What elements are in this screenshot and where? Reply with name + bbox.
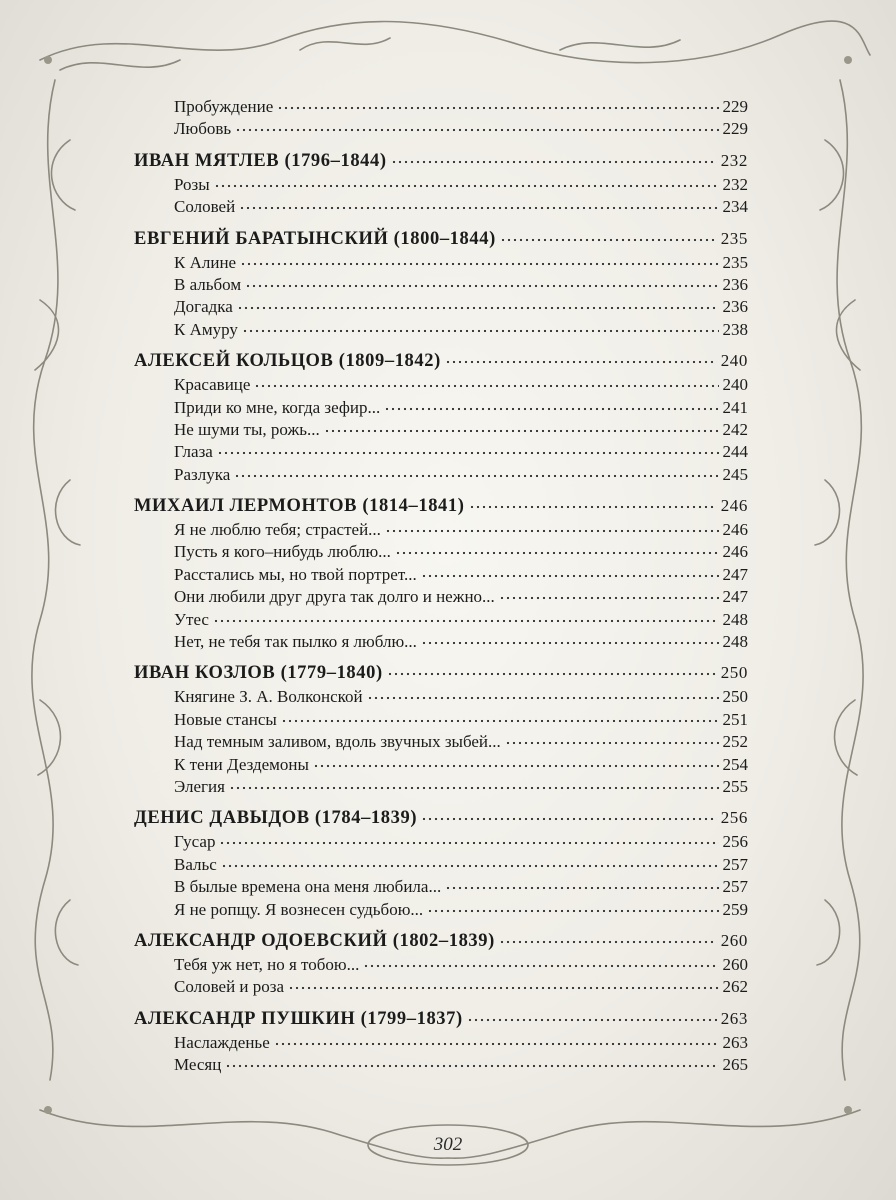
toc-page-number: 256 xyxy=(722,832,748,852)
toc-page-number: 248 xyxy=(722,632,748,652)
toc-entry-row[interactable] xyxy=(134,175,748,197)
toc-author-row[interactable] xyxy=(134,1009,748,1032)
dot-leader xyxy=(213,619,719,623)
toc-page-number: 259 xyxy=(722,899,748,919)
dot-leader xyxy=(281,719,719,723)
dot-leader xyxy=(385,529,719,533)
toc-page-number: 251 xyxy=(722,709,748,729)
dot-leader xyxy=(235,128,718,132)
dot-leader xyxy=(387,672,717,676)
dot-leader xyxy=(363,964,718,968)
toc-entry-row[interactable] xyxy=(134,955,748,977)
toc-page-number: 250 xyxy=(722,687,748,707)
toc-entry-row[interactable] xyxy=(134,877,748,899)
toc-entry-title: Пусть я кого–нибудь люблю... xyxy=(174,542,391,562)
table-of-contents xyxy=(134,97,748,1078)
dot-leader xyxy=(277,106,718,110)
toc-page-number: 254 xyxy=(722,754,748,774)
dot-leader xyxy=(288,986,718,990)
toc-page-number: 240 xyxy=(720,351,748,371)
toc-page-number: 260 xyxy=(720,930,748,950)
toc-entry-row[interactable] xyxy=(134,253,748,275)
toc-entry-title: Соловей xyxy=(174,197,236,217)
toc-author-title: АЛЕКСАНДР ПУШКИН (1799–1837) xyxy=(134,1008,463,1029)
page-number: 302 xyxy=(433,1134,463,1155)
toc-page-number: 265 xyxy=(722,1055,748,1075)
dot-leader xyxy=(467,1018,717,1022)
dot-leader xyxy=(499,596,719,600)
dot-leader xyxy=(421,817,717,821)
toc-entry-row[interactable] xyxy=(134,777,748,799)
dot-leader xyxy=(274,1042,719,1046)
dot-leader xyxy=(225,1064,718,1068)
toc-page-number: 236 xyxy=(722,274,748,294)
toc-entry-row[interactable] xyxy=(134,398,748,420)
dot-leader xyxy=(395,551,719,555)
toc-entry-title: Не шуми ты, рожь... xyxy=(174,419,320,439)
toc-entry-row[interactable] xyxy=(134,465,748,487)
toc-entry-title: Я не ропщу. Я вознесен судьбою... xyxy=(174,899,424,919)
toc-entry-title: Расстались мы, но твой портрет... xyxy=(174,564,417,584)
toc-page-number: 234 xyxy=(722,197,748,217)
toc-entry-title: Месяц xyxy=(174,1055,222,1075)
dot-leader xyxy=(221,864,719,868)
toc-page-number: 255 xyxy=(722,776,748,796)
toc-entry-row[interactable] xyxy=(134,832,748,854)
toc-entry-title: Вальс xyxy=(174,854,217,874)
dot-leader xyxy=(234,474,718,478)
toc-page-number: 257 xyxy=(722,877,748,897)
toc-page-number: 260 xyxy=(722,954,748,974)
toc-entry-title: Они любили друг друга так долго и нежно... xyxy=(174,587,495,607)
toc-author-row[interactable] xyxy=(134,229,748,252)
toc-entry-row[interactable] xyxy=(134,442,748,464)
toc-entry-row[interactable] xyxy=(134,732,748,754)
toc-entry-row[interactable] xyxy=(134,587,748,609)
dot-leader xyxy=(313,764,719,768)
dot-leader xyxy=(239,206,718,210)
toc-entry-title: Княгине З. А. Волконской xyxy=(174,687,363,707)
toc-page-number: 236 xyxy=(722,297,748,317)
toc-entry-title: Гусар xyxy=(174,832,216,852)
dot-leader xyxy=(245,284,718,288)
left-vine-icon xyxy=(32,80,58,1080)
toc-author-row[interactable] xyxy=(134,808,748,831)
toc-entry-title: Утес xyxy=(174,609,209,629)
toc-page-number: 240 xyxy=(722,375,748,395)
top-scroll-icon xyxy=(40,21,870,63)
dot-leader xyxy=(240,262,718,266)
dot-leader xyxy=(445,360,717,364)
toc-page-number: 229 xyxy=(722,97,748,116)
toc-entry-row[interactable] xyxy=(134,520,748,542)
dot-leader xyxy=(445,886,718,890)
toc-page-number: 232 xyxy=(722,174,748,194)
dot-leader xyxy=(324,429,719,433)
dot-leader xyxy=(242,329,719,333)
toc-page-number: 263 xyxy=(720,1008,748,1028)
toc-entry-row[interactable] xyxy=(134,320,748,342)
toc-entry-row[interactable] xyxy=(134,420,748,442)
toc-page-number: 235 xyxy=(720,228,748,248)
toc-entry-title: Красавице xyxy=(174,375,251,395)
toc-entry-row[interactable] xyxy=(134,297,748,319)
toc-author-title: ЕВГЕНИЙ БАРАТЫНСКИЙ (1800–1844) xyxy=(134,228,496,249)
toc-page-number: 232 xyxy=(720,150,748,170)
toc-author-title: ДЕНИС ДАВЫДОВ (1784–1839) xyxy=(134,808,418,829)
toc-author-title: МИХАИЛ ЛЕРМОНТОВ (1814–1841) xyxy=(134,496,465,517)
dot-leader xyxy=(367,696,719,700)
toc-page-number: 238 xyxy=(722,319,748,339)
toc-entry-title: Приди ко мне, когда зефир... xyxy=(174,397,381,417)
toc-entry-title: Догадка xyxy=(174,297,233,317)
toc-author-title: АЛЕКСАНДР ОДОЕВСКИЙ (1802–1839) xyxy=(134,930,495,951)
toc-entry-row[interactable] xyxy=(134,687,748,709)
toc-entry-title: Элегия xyxy=(174,776,225,796)
toc-author-row[interactable] xyxy=(134,351,748,374)
dot-leader xyxy=(500,238,717,242)
toc-entry-title: В былые времена она меня любила... xyxy=(174,877,442,897)
toc-entry-row[interactable] xyxy=(134,977,748,999)
toc-page-number: 246 xyxy=(720,496,748,516)
toc-page-number: 256 xyxy=(720,808,748,828)
toc-author-row[interactable] xyxy=(134,496,748,519)
toc-entry-title: К Амуру xyxy=(174,319,238,339)
dot-leader xyxy=(237,306,719,310)
dot-leader xyxy=(499,940,717,944)
toc-author-row[interactable] xyxy=(134,151,748,174)
toc-author-row[interactable] xyxy=(134,931,748,954)
toc-page-number: 229 xyxy=(722,119,748,139)
toc-entry-row[interactable] xyxy=(134,565,748,587)
toc-entry-row[interactable] xyxy=(134,542,748,564)
toc-entry-title: К тени Дездемоны xyxy=(174,754,309,774)
toc-entry-title: Соловей и роза xyxy=(174,977,285,997)
toc-page-number: 248 xyxy=(722,609,748,629)
toc-author-title: АЛЕКСЕЙ КОЛЬЦОВ (1809–1842) xyxy=(134,351,441,372)
toc-entry-row[interactable] xyxy=(134,610,748,632)
toc-entry-row[interactable] xyxy=(134,900,748,922)
toc-entry-title: Пробуждение xyxy=(174,97,274,116)
toc-entry-row[interactable] xyxy=(134,1033,748,1055)
toc-entry-title: Нет, не тебя так пылко я люблю... xyxy=(174,632,417,652)
dot-leader xyxy=(469,505,717,509)
dot-leader xyxy=(427,909,718,913)
toc-entry-title: Разлука xyxy=(174,464,231,484)
toc-entry-row[interactable] xyxy=(134,632,748,654)
toc-entry-title: Я не люблю тебя; страстей... xyxy=(174,520,381,540)
toc-entry-title: В альбом xyxy=(174,274,242,294)
toc-entry-row[interactable] xyxy=(134,755,748,777)
toc-entry-title: Новые стансы xyxy=(174,709,277,729)
toc-entry-row[interactable] xyxy=(134,119,748,141)
toc-author-title: ИВАН КОЗЛОВ (1779–1840) xyxy=(134,663,383,684)
toc-entry-row[interactable] xyxy=(134,1055,748,1077)
dot-leader xyxy=(384,407,718,411)
toc-entry-row[interactable] xyxy=(134,855,748,877)
toc-page-number: 246 xyxy=(722,520,748,540)
toc-page-number: 263 xyxy=(722,1032,748,1052)
toc-page-number: 252 xyxy=(722,732,748,752)
dot-leader xyxy=(391,160,717,164)
toc-entry-title: Наслажденье xyxy=(174,1032,270,1052)
toc-entry-row[interactable] xyxy=(134,197,748,219)
toc-page-number: 247 xyxy=(722,564,748,584)
toc-page-number: 250 xyxy=(720,663,748,683)
toc-page-number: 245 xyxy=(722,464,748,484)
toc-page-number: 241 xyxy=(722,397,748,417)
dot-leader xyxy=(219,841,718,845)
toc-page-number: 235 xyxy=(722,252,748,272)
toc-page-number: 246 xyxy=(722,542,748,562)
dot-leader xyxy=(505,741,719,745)
dot-leader xyxy=(421,574,719,578)
dot-leader xyxy=(254,384,718,388)
dot-leader xyxy=(421,641,719,645)
dot-leader xyxy=(217,451,719,455)
toc-author-row[interactable] xyxy=(134,663,748,686)
toc-entry-title: К Алине xyxy=(174,252,237,272)
dot-leader xyxy=(229,786,719,790)
toc-page-number: 247 xyxy=(722,587,748,607)
toc-entry-row[interactable] xyxy=(134,97,748,119)
toc-entry-title: Розы xyxy=(174,174,210,194)
toc-entry-title: Любовь xyxy=(174,119,232,139)
toc-entry-title: Глаза xyxy=(174,442,213,462)
toc-author-title: ИВАН МЯТЛЕВ (1796–1844) xyxy=(134,150,387,171)
toc-page-number: 262 xyxy=(722,977,748,997)
toc-entry-row[interactable] xyxy=(134,275,748,297)
toc-entry-title: Над темным заливом, вдоль звучных зыбей... xyxy=(174,732,501,752)
toc-page-number: 242 xyxy=(722,419,748,439)
toc-page-number: 257 xyxy=(722,854,748,874)
toc-entry-row[interactable] xyxy=(134,375,748,397)
toc-entry-title: Тебя уж нет, но я тобою... xyxy=(174,954,360,974)
toc-page-number: 244 xyxy=(722,442,748,462)
right-vine-icon xyxy=(837,80,863,1080)
dot-leader xyxy=(214,184,719,188)
toc-entry-row[interactable] xyxy=(134,710,748,732)
